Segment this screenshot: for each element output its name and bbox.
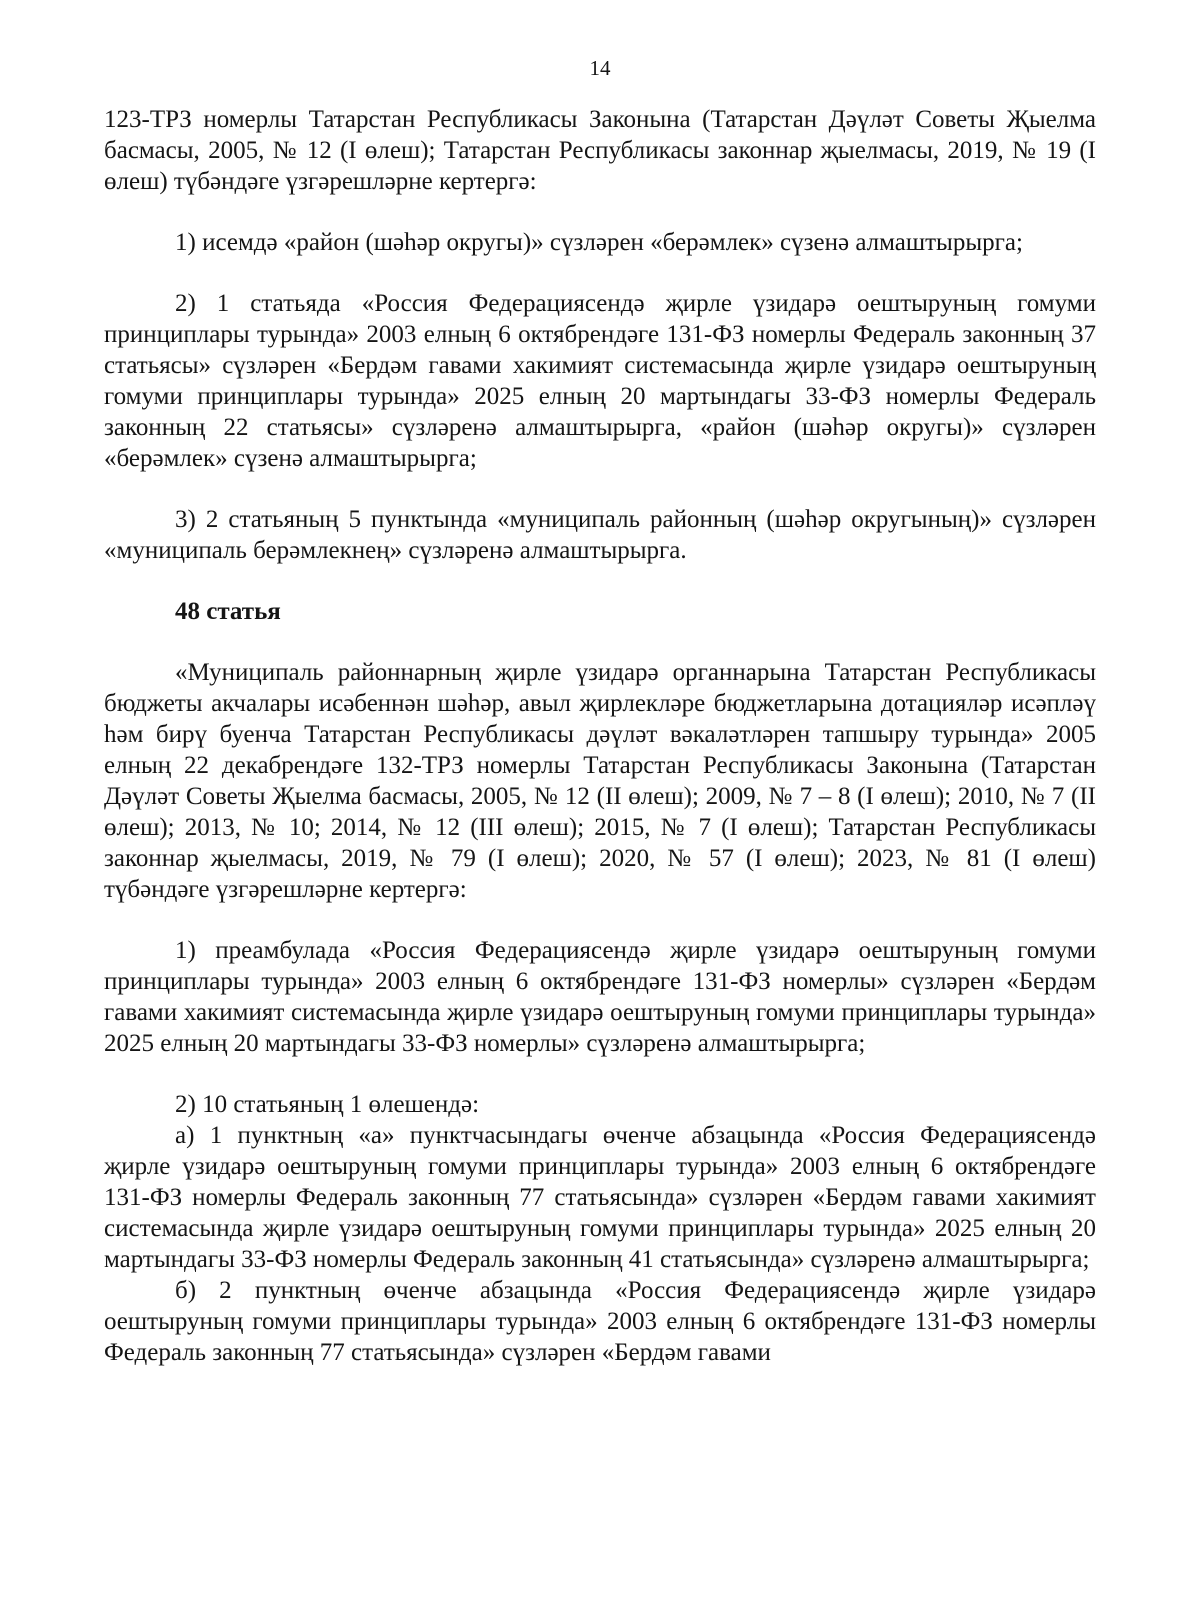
article-item-2: 2) 10 статьяның 1 өлешендә: [175, 1091, 480, 1118]
article-heading: 48 статья [175, 598, 281, 625]
document-page [104, 54, 1096, 1368]
list-item-2: 2) 1 статьяда «Россия Федерациясендә җирле үзидарә оештыруның гомуми принциплары турында» 2003 елның 6 октябрендәге 131-ФЗ номерлы Федераль законның 37 статьясы» сүзләрен «Бердәм гавами хакимият системасында җирле үзидарә оештыруның гомуми принциплары турында» 2025 елның 20 мартындагы 33-ФЗ номерлы Федераль законның 22 статьясы» сүзләренә алмаштырырга, «район (шәһәр округы)» сүзләрен «берәмлек» сүзенә алмаштырырга; [104, 290, 1096, 472]
paragraph-continuation: 123-ТРЗ номерлы Татарстан Республикасы Законына (Татарстан Дәүләт Советы Җыелма басмасы, 2005, № 12 (I өлеш); Татарстан Республикасы законнар җыелмасы, 2019, № 19 (I өлеш) түбәндәге үзгәрешләрне кертергә: [104, 106, 1096, 195]
page-number: 14 [589, 56, 611, 80]
article-intro-paragraph: «Муниципаль районнарның җирле үзидарә органнарына Татарстан Республикасы бюджеты акчалары исәбеннән шәһәр, авыл җирлекләре бюджетларына дотацияләр исәпләү һәм бирү буенча Татарстан Республикасы дәүләт вәкаләтләрен тапшыру турында» 2005 елның 22 декабрендәге 132-ТРЗ номерлы Татарстан Республикасы Законына (Татарстан Дәүләт Советы Җыелма басмасы, 2005, № 12 (II өлеш); 2009, № 7 – 8 (I өлеш); 2010, № 7 (II өлеш); 2013, № 10; 2014, № 12 (III өлеш); 2015, № 7 (I өлеш); Татарстан Республикасы законнар җыелмасы, 2019, № 79 (I өлеш); 2020, № 57 (I өлеш); 2023, № 81 (I өлеш) түбәндәге үзгәрешләрне кертергә: [104, 659, 1096, 903]
article-item-1: 1) преамбулада «Россия Федерациясендә җирле үзидарә оештыруның гомуми принциплары турында» 2003 елның 6 октябрендәге 131-ФЗ номерлы» сүзләрен «Бердәм гавами хакимият системасында җирле үзидарә оештыруның гомуми принциплары турында» 2025 елның 20 мартындагы 33-ФЗ номерлы» сүзләренә алмаштырырга; [104, 937, 1096, 1057]
article-subitem-a: а) 1 пунктның «а» пунктчасындагы өченче абзацында «Россия Федерациясендә җирле үзидарә оештыруның гомуми принциплары турында» 2003 елның 6 октябрендәге 131-ФЗ номерлы Федераль законның 77 статьясында» сүзләрен «Бердәм гавами хакимият системасында җирле үзидарә оештыруның гомуми принциплары турында» 2025 елның 20 мартындагы 33-ФЗ номерлы Федераль законның 41 статьясында» сүзләренә алмаштырырга; [104, 1122, 1096, 1273]
list-item-3: 3) 2 статьяның 5 пунктында «муниципаль районның (шәһәр округының)» сүзләрен «муниципаль берәмлекнең» сүзләренә алмаштырырга. [104, 506, 1096, 564]
article-subitem-b: б) 2 пунктның өченче абзацында «Россия Федерациясендә җирле үзидарә оештыруның гомуми принциплары турында» 2003 елның 6 октябрендәге 131-ФЗ номерлы Федераль законның 77 статьясында» сүзләрен «Бердәм гавами [104, 1277, 1096, 1366]
list-item-1: 1) исемдә «район (шәһәр округы)» сүзләрен «берәмлек» сүзенә алмаштырырга; [175, 229, 1023, 256]
